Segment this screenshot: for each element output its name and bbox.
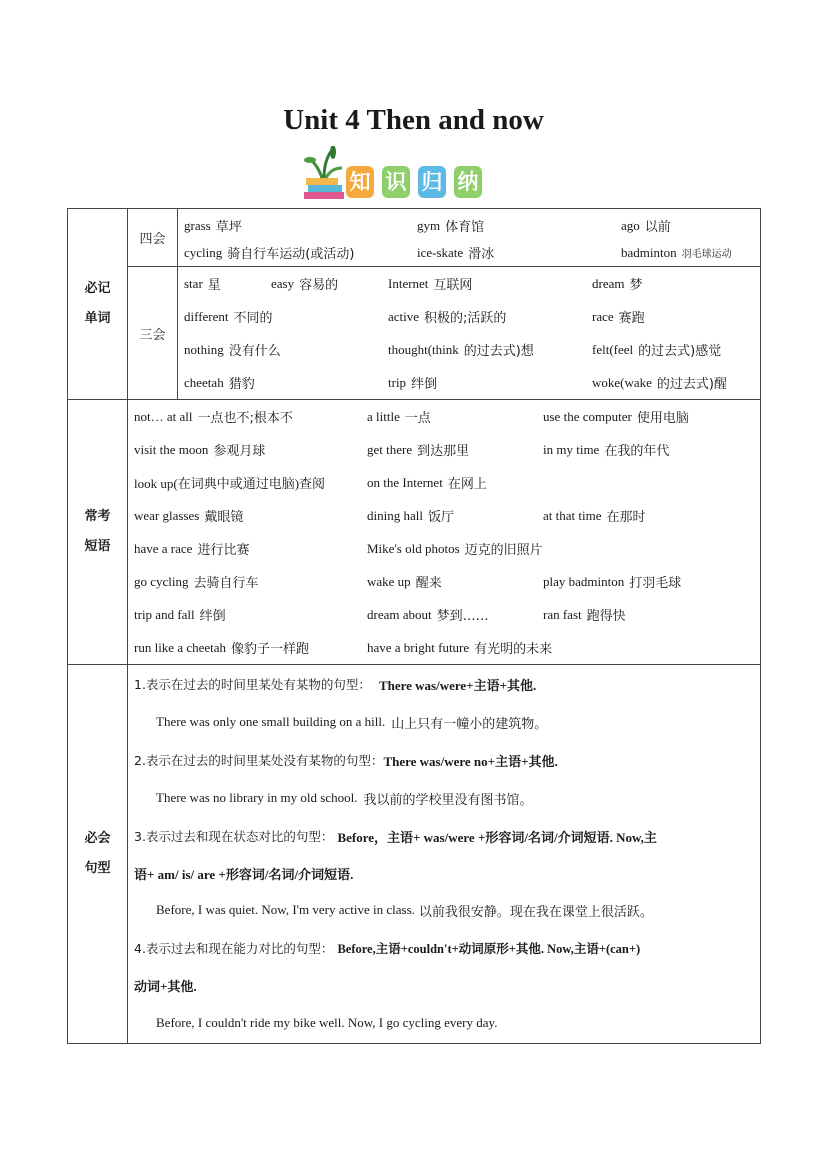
phrase-entry [543, 400, 760, 433]
entry-chinese: 打羽毛球 [629, 576, 682, 591]
entry-english: on the Internet [367, 474, 443, 490]
three-skill-words [178, 267, 761, 400]
entry-english: wake up [367, 573, 411, 589]
phrase-entry [367, 433, 543, 466]
entry-english: dining hall [367, 507, 423, 523]
entry-english: a little [367, 408, 400, 424]
entry-chinese: 绊倒 [411, 377, 438, 392]
vocab-entry [417, 212, 621, 239]
three-skill-label: 三会 [128, 267, 178, 400]
vocab-entry [271, 267, 388, 300]
phrase-entry [543, 631, 760, 664]
phrase-entry [367, 499, 543, 532]
example-1: There was only one small building on a hill. 山上只有一幢小的建筑物。 [156, 714, 548, 732]
example-2: There was no library in my old school. 我以前的学校里没有图书馆。 [156, 790, 533, 808]
entry-english: woke(wake [592, 374, 652, 390]
entry-english: in my time [543, 441, 600, 457]
entry-chinese: 羽毛球运动 [681, 249, 732, 260]
entry-chinese: 在那时 [606, 510, 646, 525]
pattern-4: 4.表示过去和现在能力对比的句型： Before,主语+couldn't+动词原形+其他. Now,主语+(can+) [134, 941, 641, 956]
entry-chinese: 在网上 [447, 477, 487, 492]
entry-english: wear glasses [134, 507, 200, 523]
pattern-1: 1.表示在过去的时间里某处有某物的句型： There was/were+主语+其他. [134, 677, 537, 693]
entry-english: star [184, 275, 203, 291]
vocab-entry [184, 212, 417, 239]
vocab-entry [184, 366, 388, 399]
entry-english: trip [388, 374, 407, 390]
vocab-entry [388, 366, 592, 399]
phrase-entry [367, 565, 543, 598]
sentences-list [128, 665, 761, 1044]
entry-chinese: 梦 [629, 278, 643, 293]
banner-char: 纳 [457, 170, 479, 194]
vocab-entry [184, 333, 388, 366]
phrase-entry [543, 499, 760, 532]
entry-english: visit the moon [134, 441, 209, 457]
vocab-entry [592, 300, 760, 333]
four-skill-words [178, 209, 761, 267]
entry-chinese: 的过去式)想 [463, 344, 534, 359]
vocab-entry [388, 333, 592, 366]
phrases-list [128, 400, 761, 665]
phrase-entry [543, 532, 760, 565]
vocab-entry [184, 267, 271, 300]
entry-english: felt(feel [592, 341, 634, 357]
entry-english: ran fast [543, 606, 582, 622]
phrase-entry [134, 466, 367, 499]
pattern-2: 2.表示在过去的时间里某处没有某物的句型： There was/were no+主语+其他. [134, 753, 558, 769]
entry-chinese: 参观月球 [213, 444, 266, 459]
entry-chinese: 去骑自行车 [193, 576, 259, 591]
entry-english: have a race [134, 540, 193, 556]
entry-chinese: 迈克的旧照片 [464, 543, 543, 558]
entry-english: nothing [184, 341, 224, 357]
page-title: Unit 4 Then and now [283, 104, 544, 136]
entry-chinese: 一点 [404, 411, 431, 426]
entry-chinese: 醒来 [415, 576, 442, 591]
entry-chinese: 赛跑 [618, 311, 645, 326]
entry-chinese: 的过去式)感觉 [638, 344, 722, 359]
entry-chinese: 骑自行车运动(或活动) [227, 247, 355, 262]
entry-english: different [184, 308, 229, 324]
entry-english: cheetah [184, 374, 224, 390]
example-4: Before, I couldn't ride my bike well. Now, I go cycling every day. [156, 1015, 498, 1030]
phrase-entry [367, 631, 553, 664]
vocab-entry [592, 366, 760, 399]
phrase-entry [134, 532, 367, 565]
phrase-entry [367, 466, 543, 499]
entry-chinese: 进行比赛 [197, 543, 250, 558]
entry-chinese: 梦到…… [436, 609, 489, 624]
entry-english: Internet [388, 275, 429, 291]
entry-chinese: 草坪 [215, 220, 242, 235]
entry-chinese: 戴眼镜 [204, 510, 244, 525]
phrases-category: 常考 短语 [68, 400, 128, 665]
entry-english: race [592, 308, 614, 324]
vocab-entry [621, 239, 760, 266]
entry-english: grass [184, 217, 211, 233]
knowledge-table [67, 208, 761, 1044]
pattern-3: 3.表示过去和现在状态对比的句型： Before，主语+ was/were +形容词/名词/介词短语. Now,主 [134, 829, 657, 845]
entry-english: dream about [367, 606, 432, 622]
entry-english: ago [621, 217, 640, 233]
phrase-entry [134, 565, 367, 598]
entry-chinese: 跑得快 [586, 609, 626, 624]
sentences-category: 必会 句型 [68, 665, 128, 1044]
entry-chinese: 在我的年代 [604, 444, 670, 459]
entry-chinese: 有光明的未来 [474, 642, 553, 657]
entry-chinese: 星 [207, 278, 221, 293]
entry-chinese: 不同的 [233, 311, 273, 326]
vocab-entry [388, 267, 592, 300]
phrase-entry [134, 631, 367, 664]
plant-and-books-icon [304, 146, 344, 199]
vocab-category: 必记 单词 [68, 209, 128, 400]
entry-english: look up(在词典中或通过电脑)查阅 [134, 476, 326, 491]
vocab-entry [184, 239, 417, 266]
vocab-entry [621, 212, 760, 239]
entry-english: use the computer [543, 408, 632, 424]
entry-english: not… at all [134, 408, 193, 424]
vocab-entry [417, 239, 621, 266]
knowledge-summary-banner [300, 146, 500, 206]
entry-chinese: 绊倒 [199, 609, 226, 624]
entry-english: run like a cheetah [134, 639, 227, 655]
entry-chinese: 的过去式)醒 [656, 377, 727, 392]
entry-chinese: 体育馆 [445, 220, 485, 235]
vocab-entry [592, 267, 760, 300]
entry-chinese: 容易的 [299, 278, 339, 293]
four-skill-label: 四会 [128, 209, 178, 267]
entry-chinese: 像豹子一样跑 [231, 642, 310, 657]
phrase-entry [134, 598, 367, 631]
pattern-4-cont: 动词+其他. [134, 978, 197, 994]
pattern-3-cont: 语+ am/ is/ are +形容词/名词/介词短语. [134, 866, 354, 882]
phrase-entry [367, 532, 543, 565]
entry-chinese: 互联网 [433, 278, 473, 293]
entry-english: thought(think [388, 341, 459, 357]
entry-english: dream [592, 275, 625, 291]
phrase-entry [543, 598, 760, 631]
entry-english: at that time [543, 507, 602, 523]
vocab-entry [592, 333, 760, 366]
entry-chinese: 使用电脑 [636, 411, 689, 426]
entry-chinese: 到达那里 [417, 444, 470, 459]
entry-chinese: 积极的;活跃的 [424, 311, 507, 326]
phrase-entry [543, 466, 760, 499]
entry-chinese: 一点也不;根本不 [197, 411, 293, 426]
entry-chinese: 滑冰 [468, 247, 495, 262]
entry-english: ice-skate [417, 244, 464, 260]
entry-english: gym [417, 217, 441, 233]
phrase-entry [134, 433, 367, 466]
banner-char: 归 [421, 170, 443, 194]
entry-english: trip and fall [134, 606, 195, 622]
entry-chinese: 饭厅 [427, 510, 454, 525]
entry-english: active [388, 308, 420, 324]
entry-english: play badminton [543, 573, 625, 589]
example-3: Before, I was quiet. Now, I'm very active in class. 以前我很安静。现在我在课堂上很活跃。 [156, 902, 653, 920]
vocab-entry [388, 300, 592, 333]
entry-english: badminton [621, 244, 677, 260]
entry-chinese: 猎豹 [228, 377, 255, 392]
phrase-entry [367, 598, 543, 631]
phrase-entry [367, 400, 543, 433]
banner-char: 识 [385, 170, 407, 194]
banner-char: 知 [349, 170, 371, 194]
entry-english: get there [367, 441, 413, 457]
phrase-entry [543, 433, 760, 466]
phrase-entry [134, 499, 367, 532]
entry-chinese: 以前 [644, 220, 671, 235]
entry-english: go cycling [134, 573, 189, 589]
phrase-entry [134, 400, 367, 433]
vocab-entry [184, 300, 388, 333]
phrase-entry [543, 565, 760, 598]
entry-chinese: 没有什么 [228, 344, 281, 359]
entry-english: Mike's old photos [367, 540, 460, 556]
entry-english: have a bright future [367, 639, 470, 655]
entry-english: cycling [184, 244, 223, 260]
entry-english: easy [271, 275, 295, 291]
